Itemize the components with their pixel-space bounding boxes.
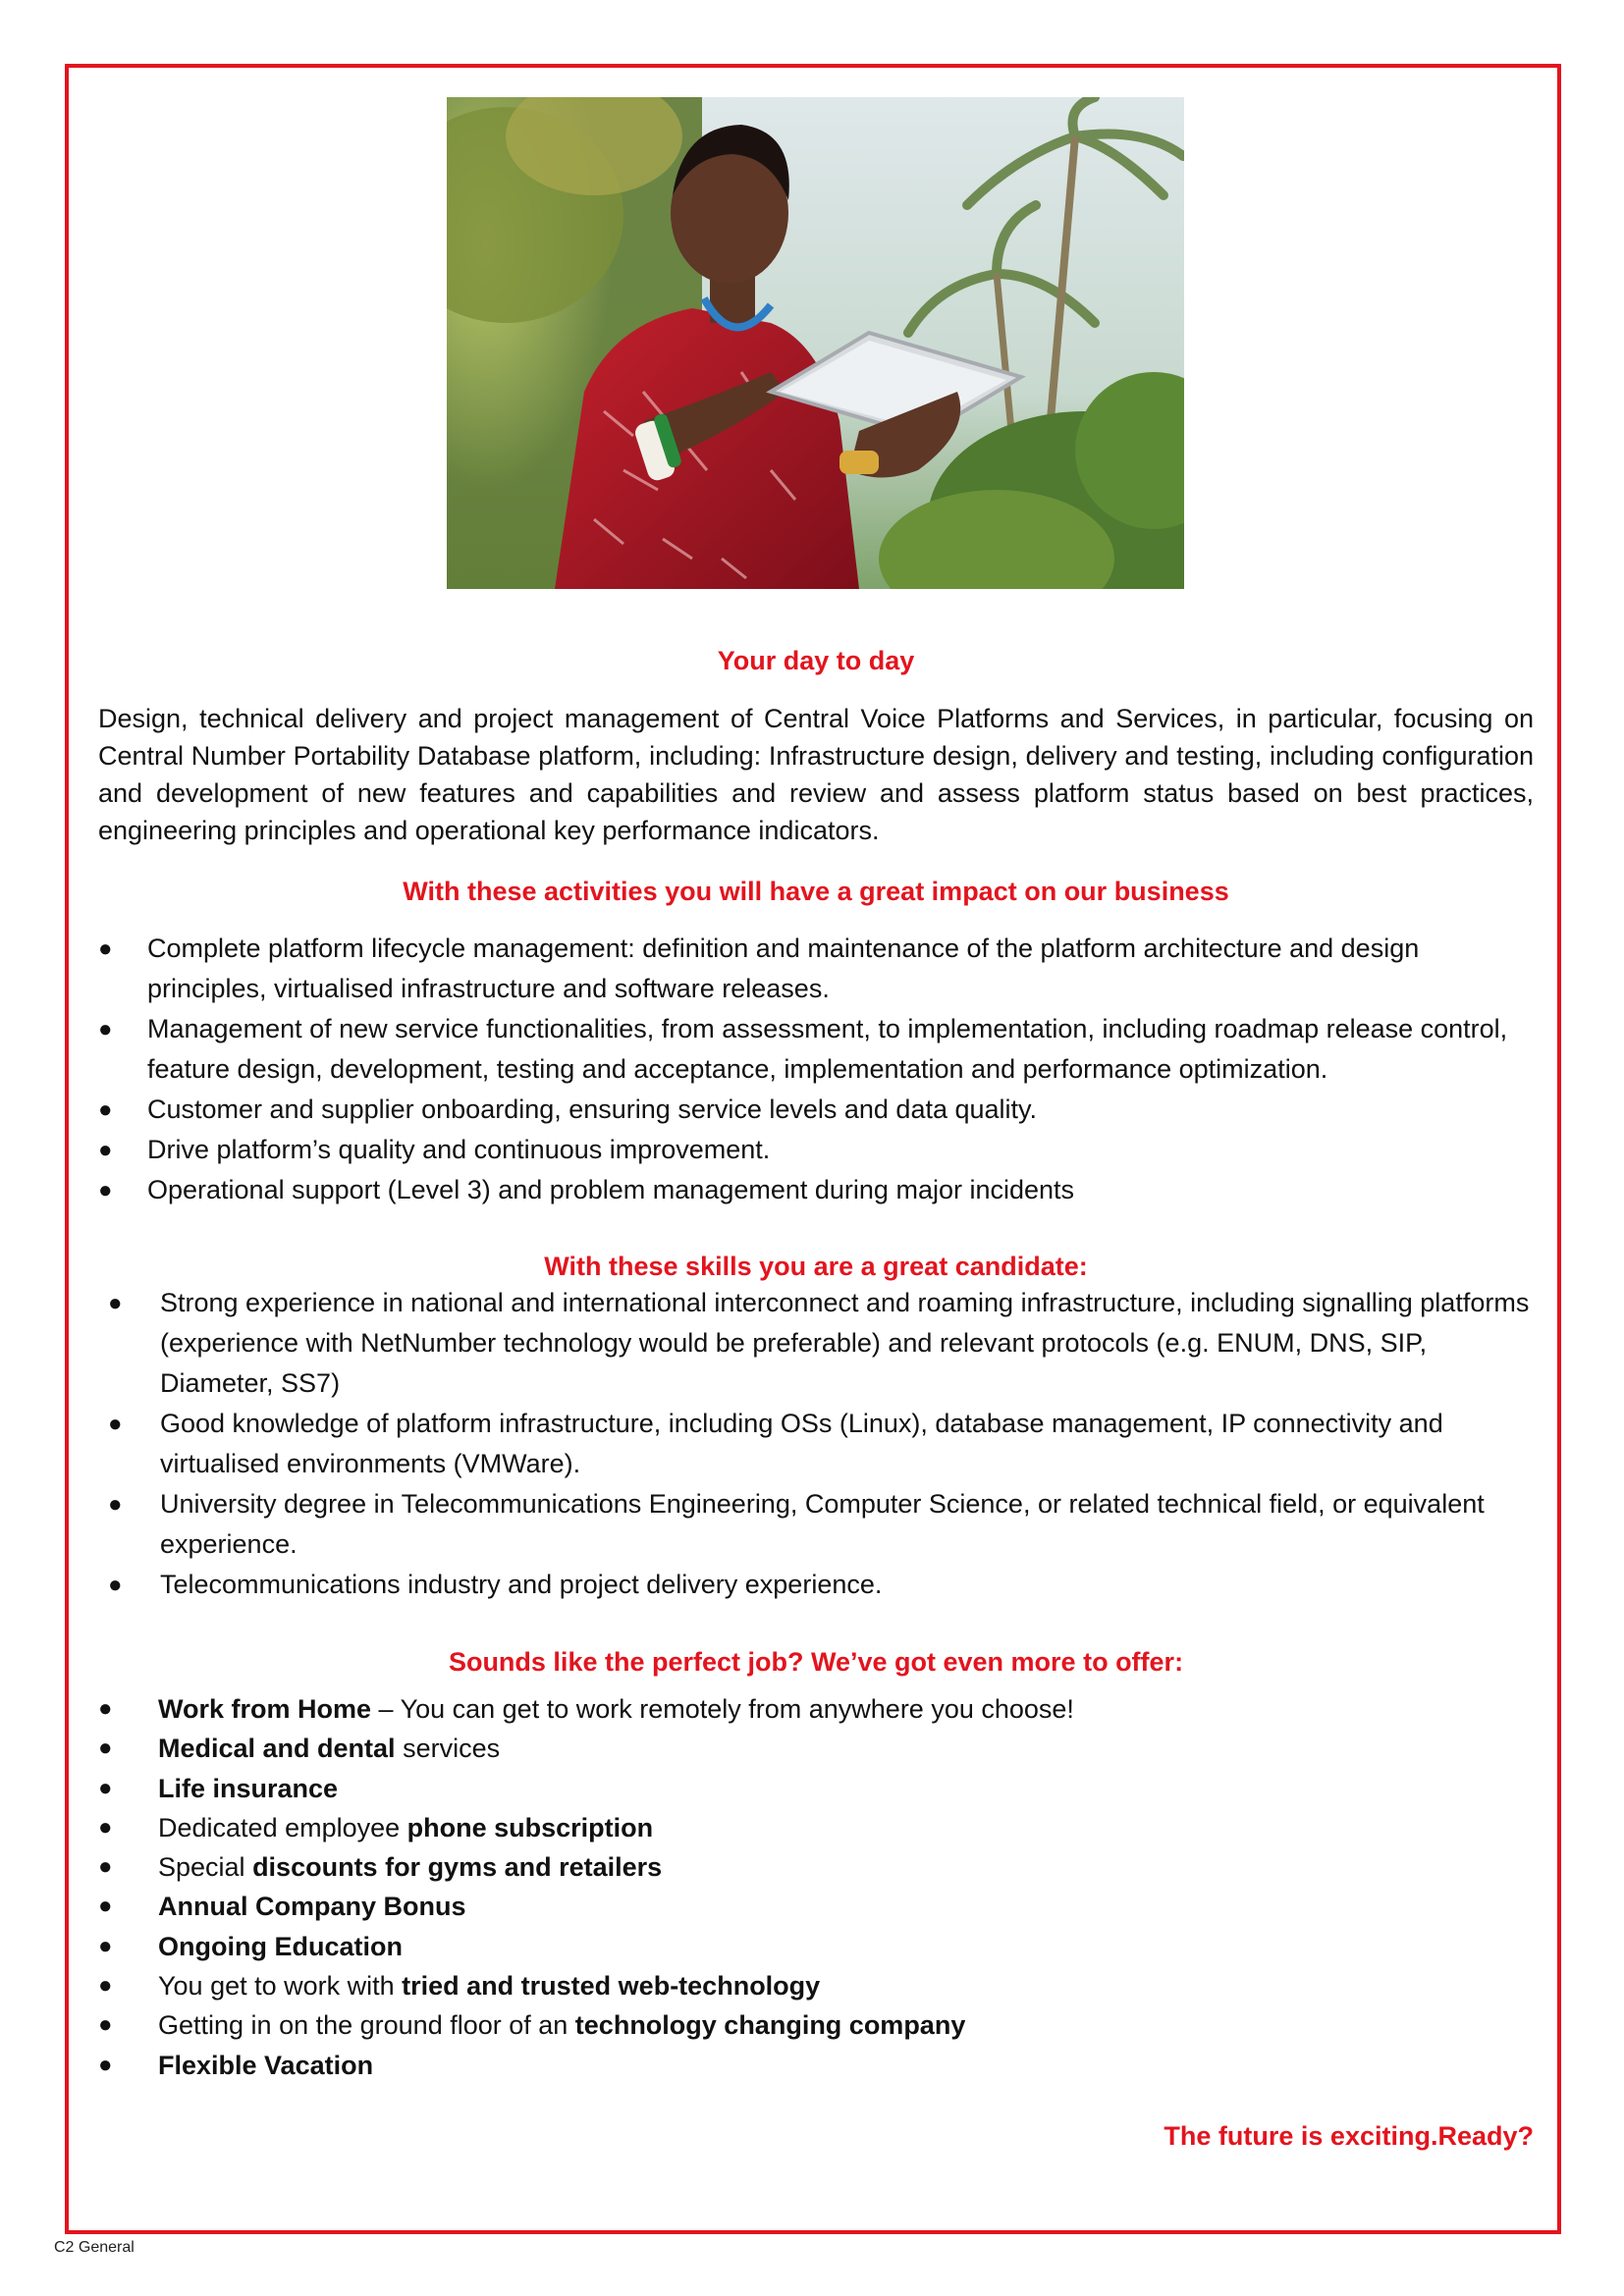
list-item: [98, 1729, 1534, 1768]
bullet-icon: ●: [98, 1813, 113, 1841]
benefit-highlight: Annual Company Bonus: [158, 1892, 466, 1922]
bullet-icon: ●: [98, 1177, 113, 1203]
list-item: [98, 1009, 1534, 1090]
bullet-icon: ●: [98, 1853, 113, 1881]
bullet-icon: ●: [98, 1893, 113, 1920]
skills-list: [108, 1283, 1534, 1605]
benefit-highlight: Ongoing Education: [158, 1931, 403, 1961]
list-item: [108, 1565, 1534, 1605]
list-item: [98, 2046, 1534, 2085]
list-item: [108, 1484, 1534, 1565]
bullet-icon: ●: [98, 1774, 113, 1801]
benefits-list: [98, 1689, 1534, 2085]
list-item: [98, 1808, 1534, 1847]
section-title-activities: With these activities you will have a great impact on our business: [403, 877, 1229, 906]
benefit-highlight: technology changing company: [574, 2010, 966, 2041]
benefit-post: – You can get to work remotely from anywhere you choose!: [371, 1694, 1074, 1724]
role-description: Design, technical delivery and project management of Central Voice Platforms and Services, in particular, focusing on Central Number Portability Database platform, including: Infrastructure design, delivery and testing, including configuration and development of new features and capabilities and review and assess platform status based on best practices, engineering principles and operational key performance indicators.: [98, 704, 1534, 845]
activities-list: [98, 929, 1534, 1210]
benefit-pre: Dedicated employee: [158, 1812, 407, 1842]
bullet-icon: ●: [108, 1290, 123, 1316]
benefit-pre: Special: [158, 1852, 253, 1883]
benefit-highlight: Work from Home: [158, 1694, 372, 1724]
skill-text: Strong experience in national and international interconnect and roaming infrastructure, including signalling platforms (experience with NetNumber technology would be preferable) and relevant protocols (e.g. ENUM, DNS, SIP, Diameter, SS7): [160, 1288, 1530, 1398]
list-item: [98, 929, 1534, 1009]
benefit-highlight: Flexible Vacation: [158, 2050, 374, 2080]
bullet-icon: ●: [98, 935, 113, 962]
list-item: [98, 1847, 1534, 1887]
list-item: [98, 1130, 1534, 1170]
skill-text: Telecommunications industry and project delivery experience.: [160, 1570, 883, 1599]
closing-tagline: The future is exciting.Ready?: [1164, 2121, 1534, 2151]
activity-text: Complete platform lifecycle management: definition and maintenance of the platform architecture and design principles, virtualised infrastructure and software releases.: [147, 934, 1420, 1003]
bullet-icon: ●: [98, 1972, 113, 2000]
section-title-day-to-day: Your day to day: [717, 646, 915, 675]
bullet-icon: ●: [98, 2051, 113, 2078]
list-item: [98, 1927, 1534, 1966]
benefit-highlight: phone subscription: [406, 1812, 654, 1842]
benefit-highlight: discounts for gyms and retailers: [252, 1852, 663, 1883]
benefit-highlight: Medical and dental: [158, 1734, 396, 1764]
bullet-icon: ●: [98, 1735, 113, 1762]
section-title-offer: Sounds like the perfect job? We’ve got even more to offer:: [448, 1647, 1184, 1677]
list-item: [108, 1283, 1534, 1404]
list-item: [98, 1689, 1534, 1729]
skill-text: University degree in Telecommunications Engineering, Computer Science, or related technical field, or equivalent experience.: [160, 1489, 1485, 1559]
bullet-icon: ●: [108, 1572, 123, 1598]
benefit-highlight: tried and trusted web-technology: [402, 1971, 821, 2002]
bullet-icon: ●: [98, 1695, 113, 1722]
list-item: [98, 1090, 1534, 1130]
list-item: [98, 1170, 1534, 1210]
bullet-icon: ●: [98, 1932, 113, 1959]
list-item: [98, 1887, 1534, 1926]
list-item: [108, 1404, 1534, 1484]
classification-label: C2 General: [54, 2239, 135, 2256]
activity-text: Management of new service functionalities, from assessment, to implementation, including roadmap release control, feature design, development, testing and acceptance, implementation and performance optimization.: [147, 1014, 1508, 1084]
skill-text: Good knowledge of platform infrastructure, including OSs (Linux), database management, IP connectivity and virtualised environments (VMWare).: [160, 1409, 1443, 1478]
bullet-icon: ●: [98, 1016, 113, 1042]
bullet-icon: ●: [108, 1411, 123, 1437]
benefit-post: services: [395, 1734, 501, 1764]
hero-photo-illustration: [447, 97, 1184, 589]
list-item: [98, 1769, 1534, 1808]
hero-photo: [447, 97, 1184, 589]
benefit-highlight: Life insurance: [158, 1773, 339, 1803]
list-item: [98, 1966, 1534, 2005]
bullet-icon: ●: [98, 2011, 113, 2039]
activity-text: Operational support (Level 3) and problem management during major incidents: [147, 1175, 1075, 1204]
bullet-icon: ●: [108, 1491, 123, 1518]
bullet-icon: ●: [98, 1096, 113, 1123]
activity-text: Drive platform’s quality and continuous improvement.: [147, 1135, 771, 1164]
section-title-skills: With these skills you are a great candidate:: [544, 1252, 1088, 1281]
list-item: [98, 2005, 1534, 2045]
bullet-icon: ●: [98, 1137, 113, 1163]
activity-text: Customer and supplier onboarding, ensuring service levels and data quality.: [147, 1095, 1038, 1124]
benefit-pre: You get to work with: [158, 1971, 403, 2002]
benefit-pre: Getting in on the ground floor of an: [158, 2010, 575, 2041]
